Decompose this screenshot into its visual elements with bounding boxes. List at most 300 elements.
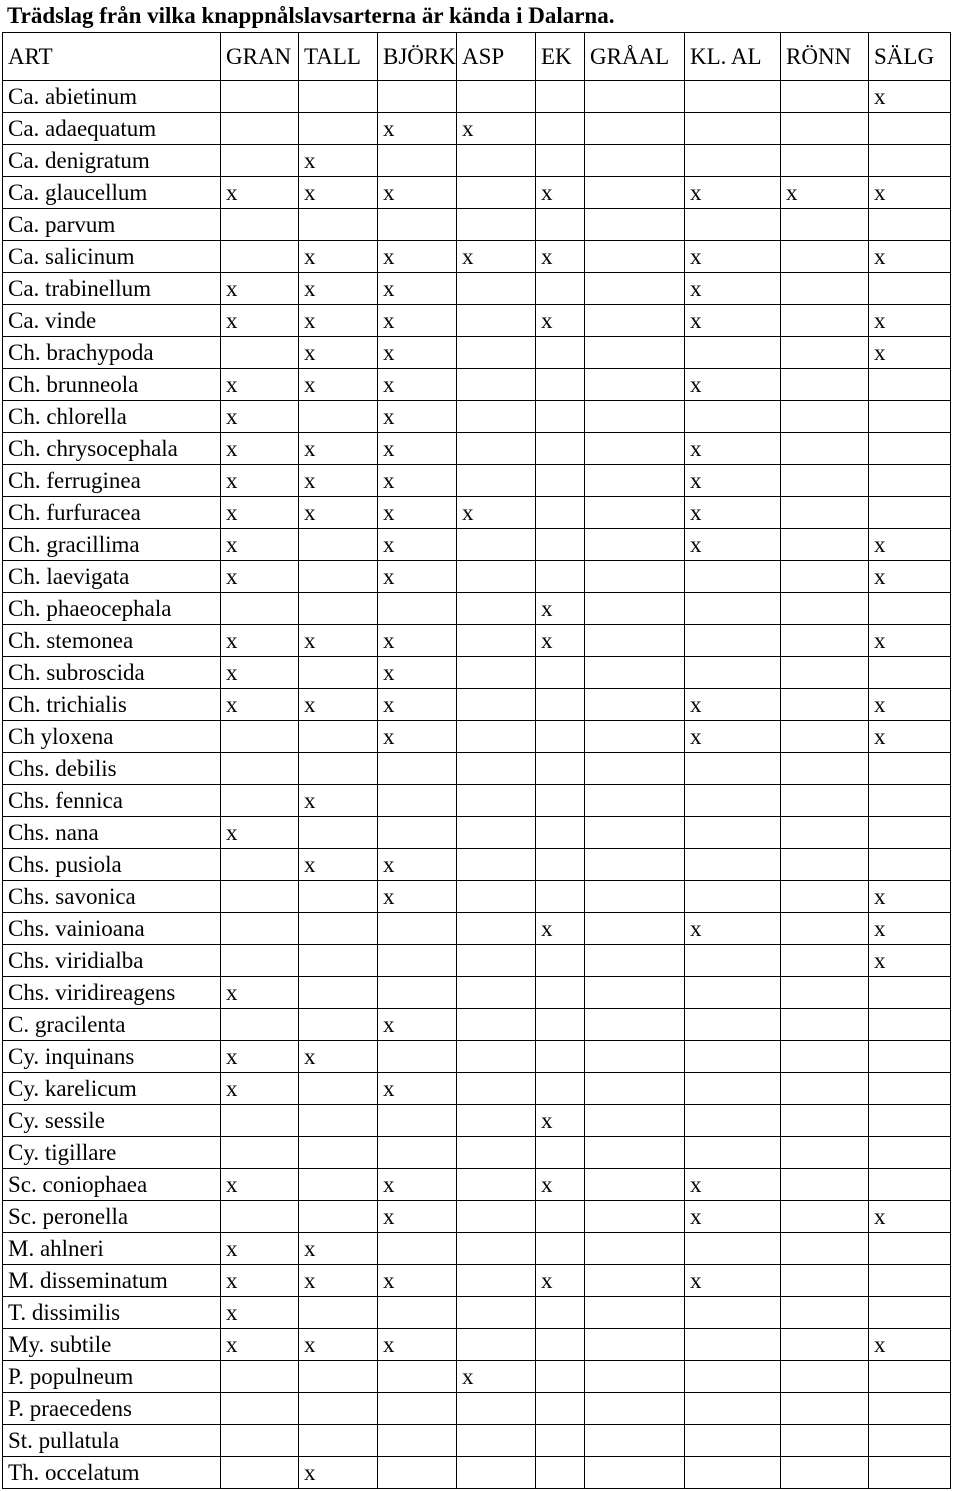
presence-cell [781,1201,869,1233]
presence-cell [685,337,781,369]
presence-cell [299,721,378,753]
presence-cell [536,145,585,177]
presence-cell: x [378,337,457,369]
presence-cell [685,401,781,433]
table-row [3,817,951,849]
presence-cell: x [299,433,378,465]
presence-cell [378,913,457,945]
presence-cell: x [378,241,457,273]
presence-cell [585,1425,685,1457]
presence-cell [299,1361,378,1393]
presence-cell [869,977,951,1009]
presence-cell [457,465,536,497]
presence-cell [457,433,536,465]
table-row [3,849,951,881]
presence-cell [536,369,585,401]
presence-cell [781,849,869,881]
presence-cell [221,945,299,977]
presence-cell [536,465,585,497]
column-header-2: TALL [299,33,378,81]
presence-cell [457,1297,536,1329]
presence-cell [457,305,536,337]
presence-cell [457,1169,536,1201]
presence-cell [585,1137,685,1169]
presence-cell [781,1425,869,1457]
presence-cell [536,977,585,1009]
presence-cell: x [221,1073,299,1105]
presence-cell: x [536,625,585,657]
species-name-cell: M. ahlneri [3,1233,221,1265]
presence-cell [781,113,869,145]
presence-cell: x [378,1201,457,1233]
presence-cell: x [221,1329,299,1361]
presence-cell: x [869,529,951,561]
table-row [3,337,951,369]
presence-cell: x [299,177,378,209]
presence-cell [221,1457,299,1489]
presence-cell [869,1265,951,1297]
species-name-cell: C. gracilenta [3,1009,221,1041]
presence-cell [781,881,869,913]
presence-cell [457,1329,536,1361]
presence-cell [221,145,299,177]
species-name-cell: Ch. brunneola [3,369,221,401]
presence-cell: x [781,177,869,209]
species-name-cell: Ch. ferruginea [3,465,221,497]
table-row [3,1009,951,1041]
table-row [3,497,951,529]
presence-cell [457,1393,536,1425]
table-row [3,177,951,209]
presence-cell: x [378,529,457,561]
table-row [3,1457,951,1489]
presence-cell [457,81,536,113]
presence-cell [585,593,685,625]
presence-cell [685,1073,781,1105]
presence-cell [685,1329,781,1361]
presence-cell: x [685,1169,781,1201]
table-body [3,81,951,1489]
presence-cell [869,1425,951,1457]
species-name-cell: Cy. karelicum [3,1073,221,1105]
presence-cell [221,1105,299,1137]
presence-cell [378,1105,457,1137]
presence-cell [299,817,378,849]
presence-cell [585,337,685,369]
presence-cell [781,977,869,1009]
presence-cell [221,1137,299,1169]
presence-cell [585,273,685,305]
presence-cell [299,1137,378,1169]
presence-cell [781,1137,869,1169]
presence-cell [457,1137,536,1169]
presence-cell [781,625,869,657]
table-row [3,145,951,177]
presence-cell: x [221,433,299,465]
species-name-cell: Ch. brachypoda [3,337,221,369]
presence-cell [221,209,299,241]
table-row [3,465,951,497]
presence-cell [585,689,685,721]
presence-cell [221,881,299,913]
presence-cell: x [378,433,457,465]
presence-cell: x [536,241,585,273]
presence-cell [457,1105,536,1137]
table-row [3,689,951,721]
presence-cell: x [685,433,781,465]
species-name-cell: Ch. gracillima [3,529,221,561]
presence-cell [585,1329,685,1361]
presence-cell: x [685,305,781,337]
presence-cell [869,273,951,305]
species-name-cell: Sc. peronella [3,1201,221,1233]
presence-cell [378,753,457,785]
presence-cell: x [299,785,378,817]
presence-cell [869,369,951,401]
presence-cell [299,401,378,433]
presence-cell [869,817,951,849]
presence-cell [781,753,869,785]
table-row [3,81,951,113]
presence-cell [685,1137,781,1169]
presence-cell: x [869,913,951,945]
species-name-cell: Th. occelatum [3,1457,221,1489]
species-name-cell: Chs. debilis [3,753,221,785]
presence-cell: x [869,881,951,913]
presence-cell: x [299,689,378,721]
presence-cell: x [536,1265,585,1297]
presence-cell: x [299,337,378,369]
species-name-cell: T. dissimilis [3,1297,221,1329]
table-row [3,657,951,689]
presence-cell [299,1169,378,1201]
presence-cell: x [685,1265,781,1297]
presence-cell [536,657,585,689]
presence-cell [685,1425,781,1457]
presence-cell: x [378,177,457,209]
species-name-cell: Ch. chrysocephala [3,433,221,465]
presence-cell: x [221,657,299,689]
presence-cell: x [869,1201,951,1233]
presence-cell [536,81,585,113]
table-row [3,945,951,977]
presence-cell [299,913,378,945]
presence-cell [781,1105,869,1137]
presence-cell [221,1361,299,1393]
presence-cell: x [685,497,781,529]
presence-cell [378,945,457,977]
presence-cell: x [536,593,585,625]
presence-cell [536,881,585,913]
presence-cell: x [869,1329,951,1361]
species-name-cell: Ca. abietinum [3,81,221,113]
presence-cell [457,1073,536,1105]
table-row [3,1425,951,1457]
presence-cell [869,1297,951,1329]
presence-cell: x [221,177,299,209]
presence-cell [457,657,536,689]
table-row [3,1361,951,1393]
presence-cell [457,977,536,1009]
table-row [3,881,951,913]
presence-cell: x [221,817,299,849]
presence-cell [536,337,585,369]
species-name-cell: Ch. subroscida [3,657,221,689]
presence-cell: x [869,337,951,369]
presence-cell: x [299,1265,378,1297]
presence-cell [781,401,869,433]
presence-cell: x [536,1105,585,1137]
presence-cell: x [221,401,299,433]
species-name-cell: Ca. denigratum [3,145,221,177]
presence-cell [869,1137,951,1169]
presence-cell [869,497,951,529]
column-header-4: ASP [457,33,536,81]
page-title: Trädslag från vilka knappnålslavsarterna är kända i Dalarna. [7,3,615,28]
presence-cell: x [457,113,536,145]
species-name-cell: Ca. salicinum [3,241,221,273]
presence-cell: x [299,241,378,273]
presence-cell [299,881,378,913]
presence-cell: x [536,177,585,209]
table-row [3,1393,951,1425]
species-name-cell: St. pullatula [3,1425,221,1457]
presence-cell: x [685,689,781,721]
presence-cell [536,689,585,721]
presence-cell [457,209,536,241]
presence-cell: x [221,561,299,593]
presence-cell: x [221,625,299,657]
table-row [3,1329,951,1361]
species-name-cell: M. disseminatum [3,1265,221,1297]
presence-cell [378,1425,457,1457]
presence-cell: x [299,273,378,305]
presence-cell [585,1361,685,1393]
presence-cell [457,1201,536,1233]
presence-cell [585,113,685,145]
presence-cell [299,1009,378,1041]
presence-cell [378,1297,457,1329]
table-row [3,753,951,785]
table-row [3,433,951,465]
presence-cell [869,145,951,177]
presence-cell: x [221,689,299,721]
presence-cell: x [536,305,585,337]
presence-cell [781,689,869,721]
presence-cell [457,177,536,209]
presence-cell: x [378,1009,457,1041]
presence-cell: x [457,1361,536,1393]
presence-cell [221,1009,299,1041]
presence-cell: x [221,273,299,305]
presence-cell: x [378,305,457,337]
presence-cell [781,433,869,465]
presence-cell [536,1137,585,1169]
presence-cell: x [299,1233,378,1265]
presence-cell [536,1425,585,1457]
presence-cell [221,753,299,785]
presence-cell: x [378,881,457,913]
presence-cell [869,433,951,465]
table-row [3,1265,951,1297]
species-name-cell: Cy. tigillare [3,1137,221,1169]
presence-cell [221,1393,299,1425]
presence-cell [457,881,536,913]
presence-cell: x [869,561,951,593]
table-row [3,625,951,657]
presence-cell [536,1201,585,1233]
presence-cell [457,561,536,593]
presence-cell: x [299,497,378,529]
presence-cell: x [221,529,299,561]
presence-cell [536,1329,585,1361]
presence-cell [781,1297,869,1329]
species-name-cell: Chs. savonica [3,881,221,913]
species-name-cell: Ca. vinde [3,305,221,337]
presence-cell [378,1233,457,1265]
presence-cell [585,657,685,689]
presence-cell [536,753,585,785]
presence-cell [685,561,781,593]
presence-cell [536,561,585,593]
presence-cell [378,785,457,817]
header-row [3,33,951,81]
species-name-cell: Ch. trichialis [3,689,221,721]
presence-cell [685,1009,781,1041]
presence-cell [457,753,536,785]
presence-cell: x [221,465,299,497]
presence-cell [685,113,781,145]
presence-cell [781,721,869,753]
presence-cell [781,337,869,369]
presence-cell [536,1233,585,1265]
presence-cell [781,145,869,177]
table-row [3,977,951,1009]
presence-cell [685,1297,781,1329]
presence-cell: x [536,913,585,945]
presence-cell [685,1233,781,1265]
presence-cell [585,529,685,561]
column-header-7: KL. AL [685,33,781,81]
presence-cell [869,753,951,785]
presence-cell [457,849,536,881]
presence-cell: x [378,465,457,497]
presence-cell: x [378,1169,457,1201]
presence-cell [299,945,378,977]
presence-cell [585,561,685,593]
presence-cell [869,1041,951,1073]
presence-cell [299,1297,378,1329]
presence-cell [781,529,869,561]
presence-cell: x [869,945,951,977]
table-row [3,913,951,945]
presence-cell [585,369,685,401]
presence-cell [585,785,685,817]
presence-cell [869,465,951,497]
presence-cell [685,817,781,849]
presence-cell: x [685,177,781,209]
presence-cell [685,881,781,913]
presence-cell [378,1393,457,1425]
presence-cell [585,721,685,753]
presence-cell [869,1009,951,1041]
presence-cell [869,401,951,433]
presence-cell: x [685,913,781,945]
species-name-cell: Ca. trabinellum [3,273,221,305]
presence-cell [781,1009,869,1041]
presence-cell [457,945,536,977]
presence-cell [585,753,685,785]
presence-cell: x [536,1169,585,1201]
presence-cell: x [457,497,536,529]
presence-cell [299,81,378,113]
presence-cell [781,913,869,945]
presence-cell: x [378,369,457,401]
presence-cell [685,81,781,113]
table-row [3,113,951,145]
presence-cell [869,657,951,689]
presence-cell [685,753,781,785]
table-row [3,401,951,433]
presence-cell [781,593,869,625]
presence-cell [781,785,869,817]
presence-cell [781,273,869,305]
presence-cell [585,849,685,881]
presence-cell [585,81,685,113]
presence-cell: x [221,1041,299,1073]
species-name-cell: Ca. parvum [3,209,221,241]
presence-cell [299,113,378,145]
presence-cell [378,1457,457,1489]
presence-cell [781,1329,869,1361]
presence-cell [378,1041,457,1073]
table-row [3,1137,951,1169]
presence-cell [457,785,536,817]
species-name-cell: Ch. chlorella [3,401,221,433]
presence-cell: x [378,1265,457,1297]
table-row [3,1105,951,1137]
species-name-cell: Chs. fennica [3,785,221,817]
presence-cell [781,657,869,689]
presence-cell [781,209,869,241]
presence-cell [585,1201,685,1233]
presence-cell [299,529,378,561]
column-header-1: GRAN [221,33,299,81]
presence-cell [378,209,457,241]
presence-cell: x [299,145,378,177]
presence-cell [781,945,869,977]
presence-cell [457,145,536,177]
presence-cell [221,241,299,273]
presence-cell [536,529,585,561]
species-name-cell: Chs. nana [3,817,221,849]
presence-cell [536,433,585,465]
presence-cell: x [685,465,781,497]
presence-cell [457,401,536,433]
table-row [3,1297,951,1329]
presence-cell: x [221,1233,299,1265]
presence-cell [536,945,585,977]
presence-cell: x [221,1265,299,1297]
column-header-5: EK [536,33,585,81]
presence-cell [781,497,869,529]
table-row [3,209,951,241]
presence-cell: x [378,849,457,881]
presence-cell [221,81,299,113]
species-name-cell: Sc. coniophaea [3,1169,221,1201]
presence-cell [378,817,457,849]
presence-cell: x [299,369,378,401]
